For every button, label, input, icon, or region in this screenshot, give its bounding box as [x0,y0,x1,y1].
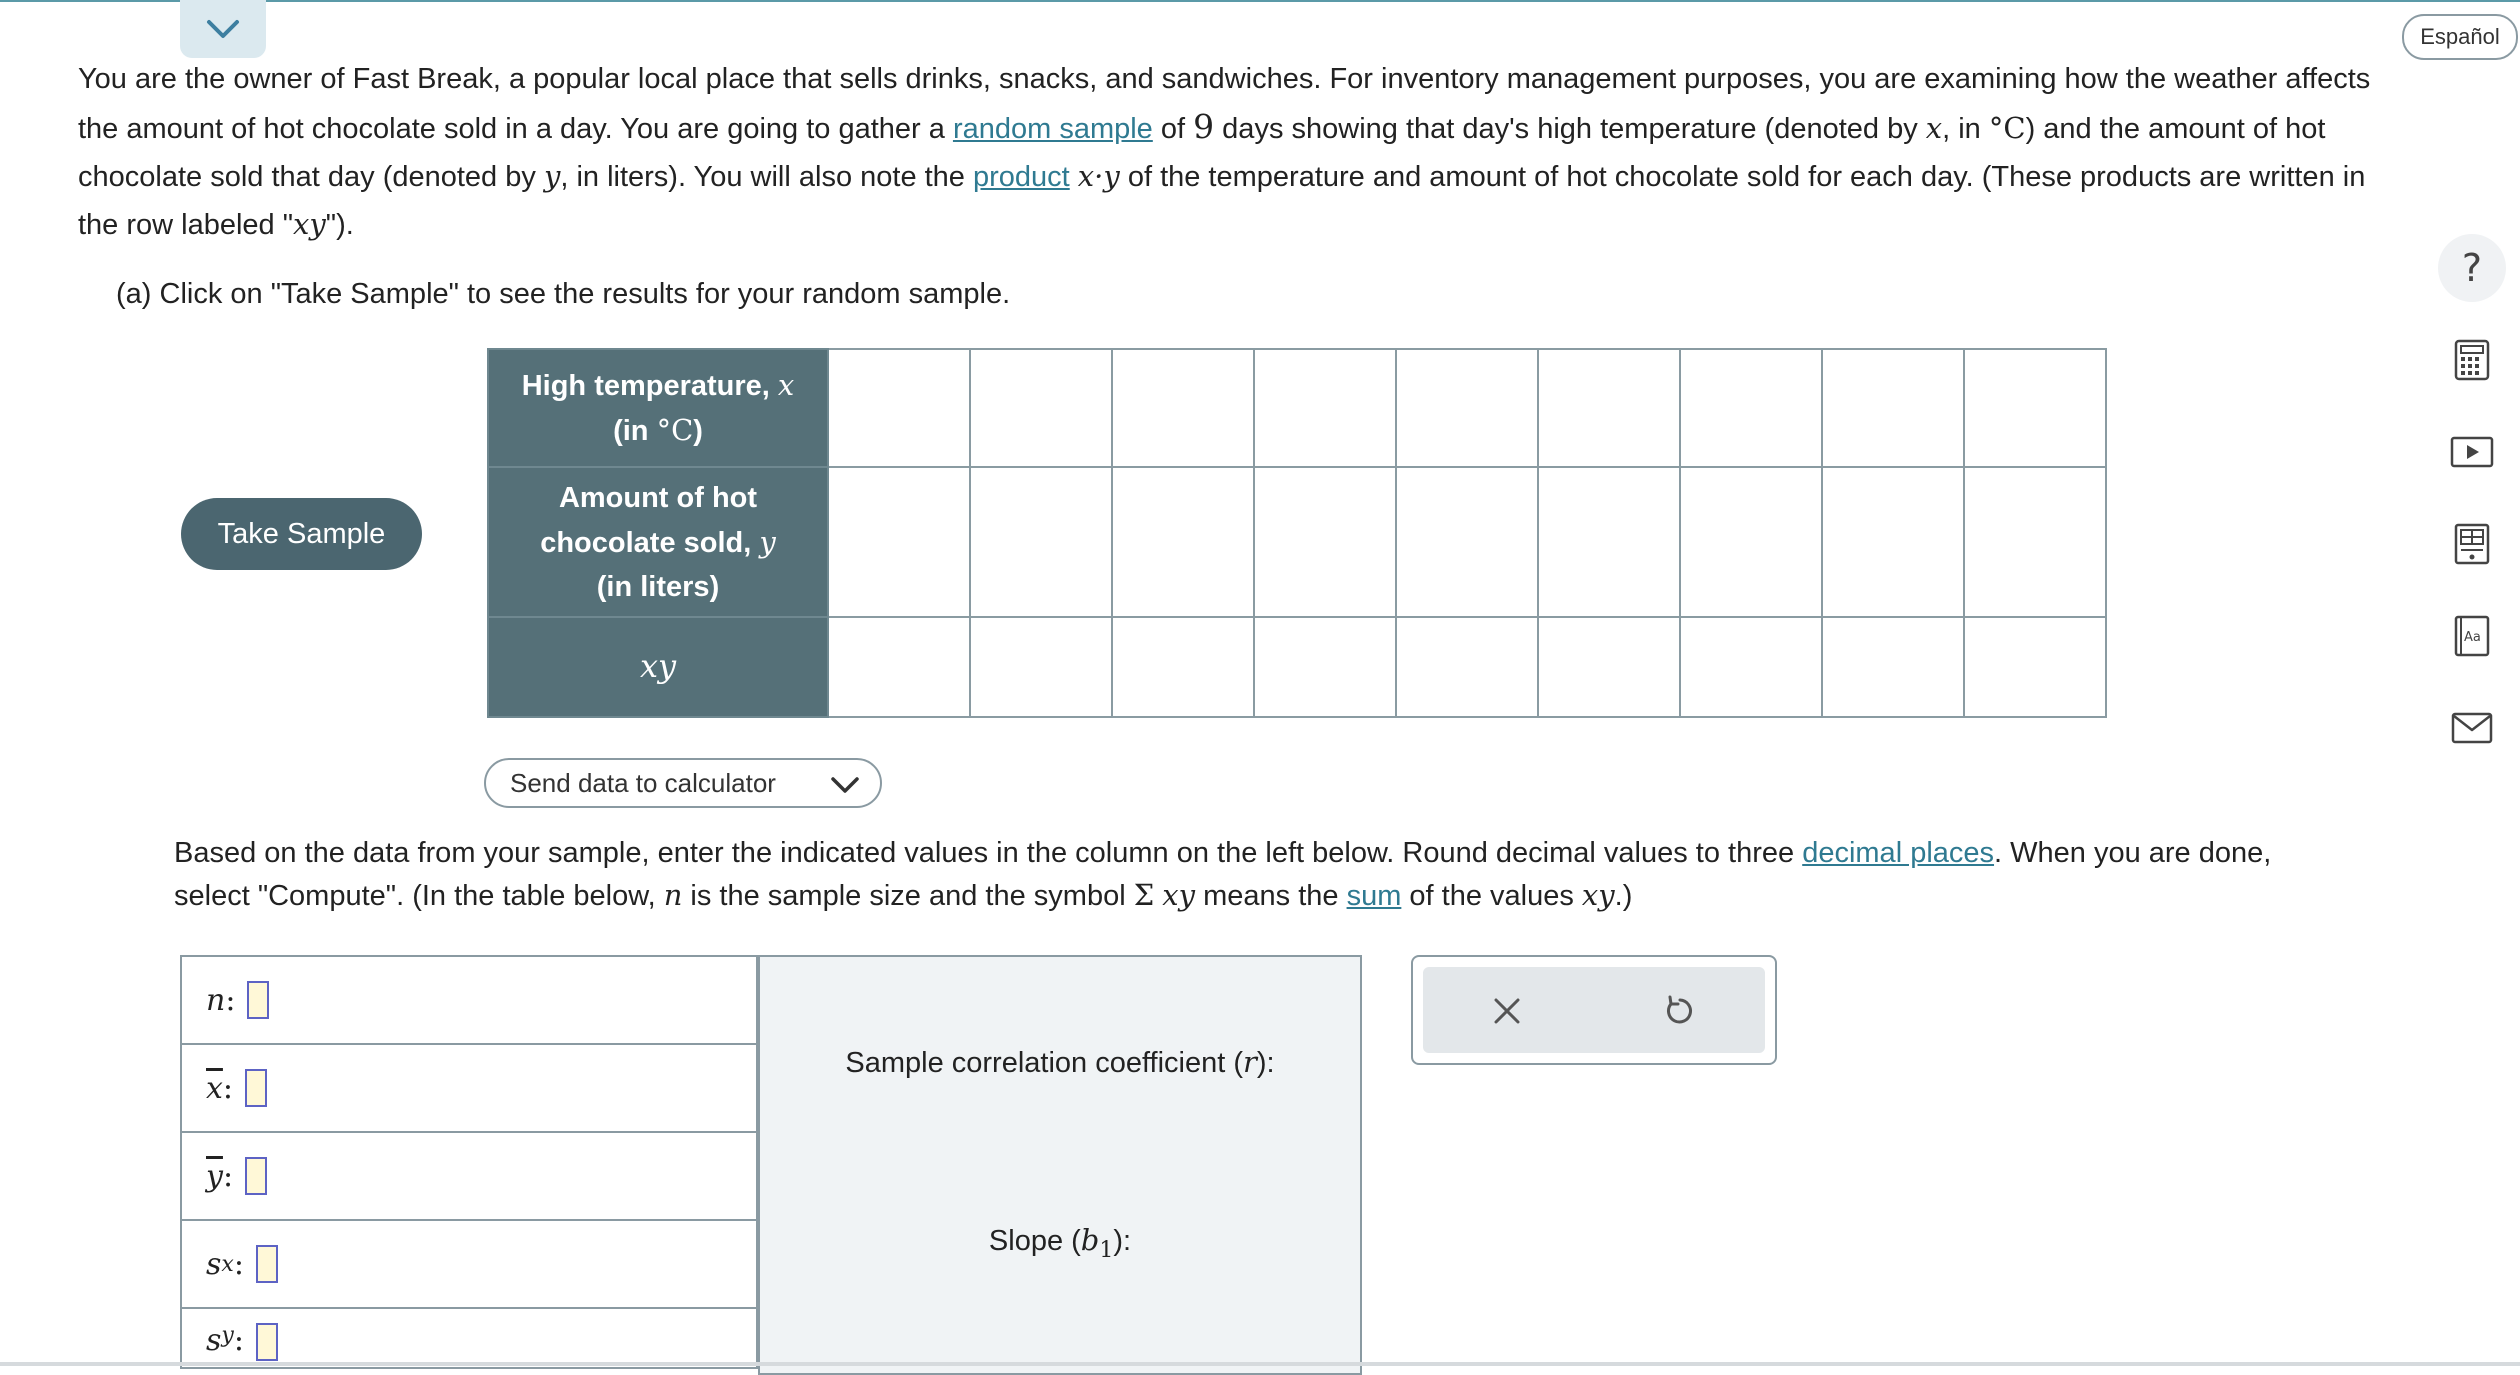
amount-cell [1680,467,1822,617]
send-data-to-calculator-button[interactable] [484,758,882,808]
glossary-button[interactable] [2438,602,2506,670]
message-button[interactable] [2438,694,2506,762]
temperature-cell [1254,349,1396,467]
xy-cell [1964,617,2106,717]
calculator-icon [2453,339,2491,381]
problem-intro [78,56,2378,249]
n-input[interactable] [247,981,269,1019]
amount-cell [1964,467,2106,617]
y-mean-input[interactable] [245,1157,267,1195]
intro-text: ) and the amount of hot chocolate sold that day (denoted by [78,113,2326,193]
temperature-cell [1396,349,1538,467]
temperature-cell [1538,349,1680,467]
intro-text: , in liters). You will also note the [560,161,973,193]
row-header-temperature: High temperature, x (in °C) [488,349,828,467]
intro-text: , in [1942,113,1989,145]
temperature-cell [1964,349,2106,467]
top-accent-line [0,0,2520,2]
part-a-prompt: (a) Click on "Take Sample" to see the results for your random sample. [116,278,1011,310]
amount-cell [1396,467,1538,617]
sy-row: s y : [180,1309,758,1369]
intro-text: You are the owner of Fast Break, a popular local place that sells drinks, snacks, and sandwiches. For inventory management purposes, you are examining how the weather affects the amount of hot chocolate sold in a day. You are going to gather a [78,63,2371,145]
data-tool-button[interactable] [2438,510,2506,578]
instructions-text: Based on the data from your sample, enter the indicated values in the column on the left below. Round decimal values to three decimal places. When you are done, select "Compute". (In the table below, n is the sample size and the symbol Σ xy means the sum of the values xy.) [174,837,2272,912]
temperature-cell [1680,349,1822,467]
input-column [180,955,758,1369]
random-sample-link[interactable]: random sample [952,113,1153,145]
sum-link[interactable]: sum [1346,880,1402,912]
row-header-xy: xy [488,617,828,717]
correlation-coefficient-label: Sample correlation coefficient (r): [845,1045,1275,1079]
answer-action-panel [1411,955,1777,1065]
amount-cell [970,467,1112,617]
intro-text: "). [325,209,354,241]
xy-label: xy [293,207,326,241]
play-video-icon [2450,436,2494,468]
slope-label: Slope $(b_1)$: [988,1223,1132,1263]
sample-data-table [487,348,2107,718]
temperature-cell [970,349,1112,467]
results-panel [758,955,1362,1375]
row-header-hot-chocolate: Amount of hot chocolate sold, y (in liters) [488,467,828,617]
video-button[interactable] [2438,418,2506,486]
send-data-label: Send data to calculator [510,767,776,798]
sx-input[interactable] [256,1245,278,1283]
sx-row: s x : [180,1221,758,1309]
action-buttons-container [1423,967,1765,1053]
decimal-places-link[interactable]: decimal places [1802,837,1995,869]
xy-cell [1680,617,1822,717]
close-icon [1492,996,1522,1026]
undo-button[interactable] [1659,991,1699,1031]
chevron-down-icon [206,18,240,40]
glossary-book-icon [2453,615,2491,657]
intro-text: of the temperature and amount of hot chocolate sold for each day. (These products are written in the row labeled " [78,161,2366,241]
temperature-cell [1112,349,1254,467]
collapse-header-button[interactable] [180,0,266,58]
undo-icon [1662,994,1696,1028]
temperature-cell [828,349,970,467]
intro-text: days showing that day's high temperature (denoted by [1214,113,1926,145]
amount-cell [1112,467,1254,617]
xy-cell [1396,617,1538,717]
clear-button[interactable] [1487,991,1527,1031]
take-sample-button[interactable]: Take Sample [181,498,422,570]
amount-cell [1538,467,1680,617]
help-button[interactable] [2438,234,2506,302]
amount-cell [828,467,970,617]
xbar-row: $\overline{x}$ : [180,1045,758,1133]
mail-icon [2451,712,2493,744]
xy-cell [828,617,970,717]
unit-celsius: °C [1988,111,2026,145]
n-row: n : [180,957,758,1045]
var-x: x [1925,111,1943,145]
data-table-icon [2453,523,2491,565]
svg-text:Aa: Aa [2464,630,2481,645]
xy-cell [1822,617,1964,717]
num-days: 9 [1193,107,1215,146]
sy-input[interactable] [256,1323,278,1361]
x-mean-input[interactable] [245,1069,267,1107]
xy-cell [970,617,1112,717]
product-link[interactable]: product [973,161,1070,193]
question-mark-icon: ? [2438,234,2506,302]
amount-cell [1254,467,1396,617]
xy-cell [1112,617,1254,717]
var-y: y [543,159,561,193]
language-toggle-button[interactable]: Español [2402,14,2518,60]
ybar-row: $\overline{y}$ : [180,1133,758,1221]
intro-text: of [1152,113,1194,145]
chevron-down-icon [830,774,860,796]
xy-cell [1538,617,1680,717]
product-expression: x·y [1077,159,1120,193]
amount-cell [1822,467,1964,617]
temperature-cell [1822,349,1964,467]
calculator-button[interactable] [2438,326,2506,394]
bottom-divider [0,1362,2520,1366]
xy-cell [1254,617,1396,717]
